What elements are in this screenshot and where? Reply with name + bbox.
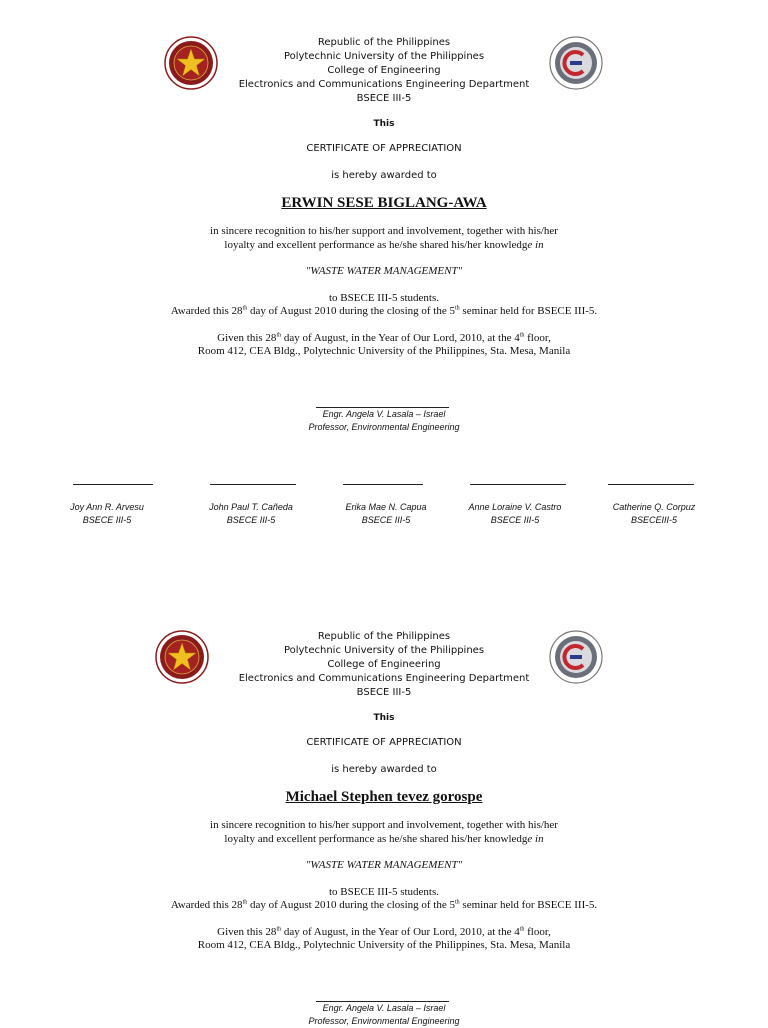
recipient-name: Michael Stephen tevez gorospe <box>285 789 483 805</box>
body-line: to BSECE III-5 students. <box>329 886 439 898</box>
student-section: BSECE III-5 <box>490 515 540 525</box>
body-line: loyalty and excellent performance as he/she shared his/her knowledge in <box>224 833 544 845</box>
seminar-topic: "WASTE WATER MANAGEMENT" <box>305 859 463 871</box>
header-line: College of Engineering <box>327 65 441 76</box>
signature-line <box>73 484 153 485</box>
student-signature <box>47 501 167 527</box>
certificate-title: CERTIFICATE OF APPRECIATION <box>306 143 462 154</box>
student-signature <box>191 501 311 527</box>
award-date-line: Awarded this 28th day of August 2010 during the closing of the 5th seminar held for BSECE III-5. <box>170 899 598 911</box>
student-name: Catherine Q. Corpuz <box>612 502 696 512</box>
student-name: Erika Mae N. Capua <box>345 502 427 512</box>
student-section: BSECE III-5 <box>226 515 276 525</box>
this-label: This <box>373 713 395 723</box>
signature-line <box>210 484 296 485</box>
certificate-title: CERTIFICATE OF APPRECIATION <box>306 737 462 748</box>
professor-signature <box>234 408 534 434</box>
awarded-to-label: is hereby awarded to <box>331 170 437 181</box>
header-line: College of Engineering <box>327 659 441 670</box>
body-line: loyalty and excellent performance as he/she shared his/her knowledge in <box>224 239 544 251</box>
institution-header <box>0 36 768 106</box>
professor-signature <box>234 1002 534 1028</box>
student-name: Joy Ann R. Arvesu <box>70 502 144 512</box>
given-line: Room 412, CEA Bldg., Polytechnic University of the Philippines, Sta. Mesa, Manila <box>197 939 571 951</box>
given-line: Given this 28th day of August, in the Year of Our Lord, 2010, at the 4th floor, <box>217 332 551 344</box>
student-section: BSECE III-5 <box>82 515 132 525</box>
header-line: BSECE III-5 <box>356 687 412 698</box>
recipient-name: ERWIN SESE BIGLANG-AWA <box>281 195 487 211</box>
body-line: in sincere recognition to his/her support and involvement, together with his/her <box>210 819 558 831</box>
header-line: Polytechnic University of the Philippines <box>283 51 485 62</box>
header-line: Republic of the Philippines <box>317 37 451 48</box>
signature-line <box>343 484 423 485</box>
award-date-line: Awarded this 28th day of August 2010 during the closing of the 5th seminar held for BSECE III-5. <box>170 305 598 317</box>
body-line: to BSECE III-5 students. <box>329 292 439 304</box>
professor-name: Engr. Angela V. Lasala – Israel <box>322 1003 446 1013</box>
student-section: BSECE III-5 <box>361 515 411 525</box>
student-signature <box>594 501 714 527</box>
signature-line <box>608 484 694 485</box>
student-signature <box>326 501 446 527</box>
seminar-topic: "WASTE WATER MANAGEMENT" <box>305 265 463 277</box>
signature-line <box>470 484 566 485</box>
awarded-to-label: is hereby awarded to <box>331 764 437 775</box>
student-section: BSECEIII-5 <box>630 515 677 525</box>
header-line: Polytechnic University of the Philippines <box>283 645 485 656</box>
given-line: Room 412, CEA Bldg., Polytechnic University of the Philippines, Sta. Mesa, Manila <box>197 345 571 357</box>
professor-title: Professor, Environmental Engineering <box>308 1016 460 1026</box>
institution-header <box>0 630 768 700</box>
this-label: This <box>373 119 395 129</box>
header-line: BSECE III-5 <box>356 93 412 104</box>
professor-name: Engr. Angela V. Lasala – Israel <box>322 409 446 419</box>
header-line: Electronics and Communications Engineering Department <box>238 673 530 684</box>
body-line: in sincere recognition to his/her support and involvement, together with his/her <box>210 225 558 237</box>
student-name: John Paul T. Cañeda <box>209 502 293 512</box>
header-line: Republic of the Philippines <box>317 631 451 642</box>
given-line: Given this 28th day of August, in the Year of Our Lord, 2010, at the 4th floor, <box>217 926 551 938</box>
student-name: Anne Loraine V. Castro <box>468 502 562 512</box>
student-signature <box>452 501 578 527</box>
professor-title: Professor, Environmental Engineering <box>308 422 460 432</box>
header-line: Electronics and Communications Engineering Department <box>238 79 530 90</box>
